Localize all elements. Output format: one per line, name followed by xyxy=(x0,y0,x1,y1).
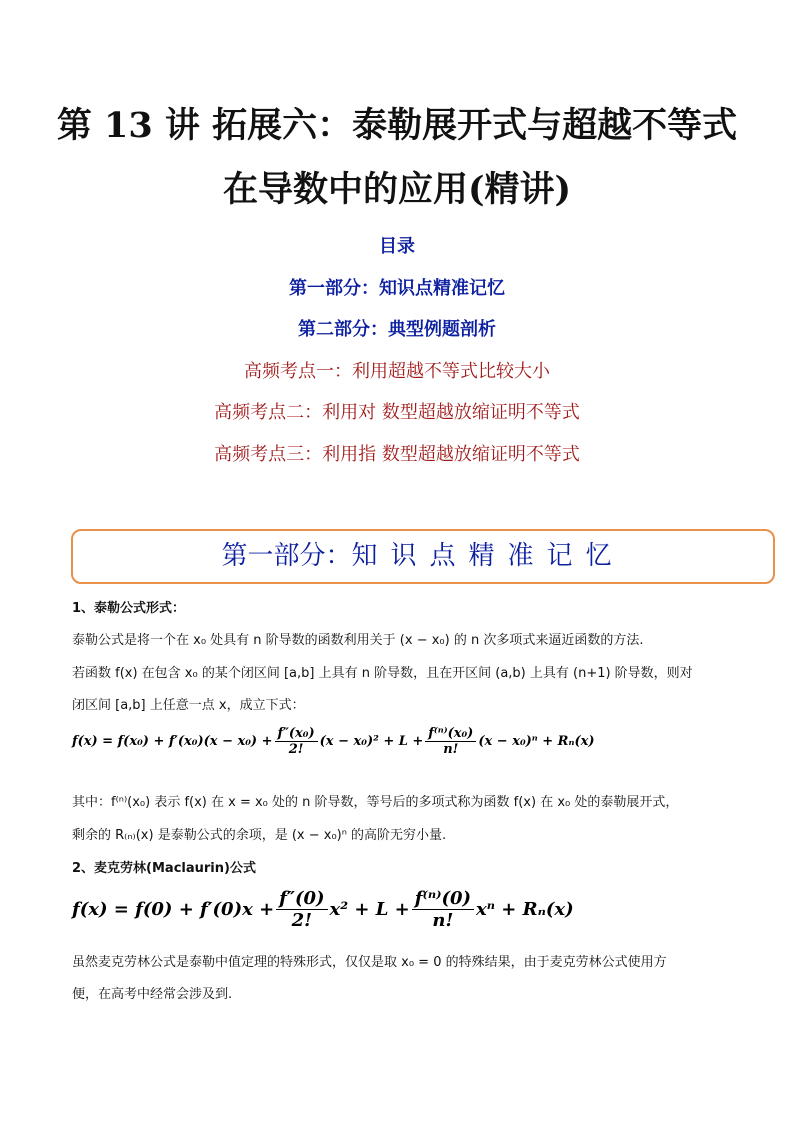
maclaurin-formula xyxy=(72,888,574,931)
taylor-formula-lhs: f(x) = f(x₀) + f′(x₀)(x − x₀) + xyxy=(72,734,273,749)
taylor-condition-line2: 闭区间 [a,b] 上任意一点 x，成立下式： xyxy=(72,698,305,713)
fraction-denominator: n! xyxy=(432,910,454,931)
section-prefix: 第一部分： xyxy=(221,541,352,571)
taylor-definition: 泰勒公式是将一个在 x₀ 处具有 n 阶导数的函数利用关于 (x − x₀) 的 n 次多项式来逼近函数的方法. xyxy=(72,633,644,648)
toc-part2: 第二部分：典型例题剖析 xyxy=(298,319,496,340)
toc-point1: 高频考点一：利用超越不等式比较大小 xyxy=(244,361,550,382)
taylor-fraction-nth xyxy=(425,726,476,757)
toc-point2: 高频考点二：利用对 数型超越放缩证明不等式 xyxy=(214,402,580,423)
page-title-line1: 第 13 讲 拓展六：泰勒展开式与超越不等式 xyxy=(56,105,738,146)
fraction-denominator: 2! xyxy=(288,742,304,757)
taylor-note-line2: 剩余的 R₍ₙ₎(x) 是泰勒公式的余项，是 (x − x₀)ⁿ 的高阶无穷小量. xyxy=(72,828,447,843)
taylor-formula-tail: (x − x₀)ⁿ + Rₙ(x) xyxy=(478,734,595,749)
fraction-numerator: f⁽ⁿ⁾(0) xyxy=(412,888,474,910)
fraction-numerator: f″(x₀) xyxy=(275,726,318,742)
taylor-fraction-2nd xyxy=(275,726,318,757)
fraction-numerator: f″(0) xyxy=(276,888,327,910)
taylor-condition-line1: 若函数 f(x) 在包含 x₀ 的某个闭区间 [a,b] 上具有 n 阶导数，且在开区间 (a,b) 上具有 (n+1) 阶导数，则对 xyxy=(72,666,693,681)
maclaurin-note-line1: 虽然麦克劳林公式是泰勒中值定理的特殊形式，仅仅是取 x₀ = 0 的特殊结果，由于麦克劳林公式使用方 xyxy=(72,955,667,970)
taylor-note-line1: 其中：f⁽ⁿ⁾(x₀) 表示 f(x) 在 x = x₀ 处的 n 阶导数，等号后的多项式称为函数 f(x) 在 x₀ 处的泰勒展开式， xyxy=(72,795,679,810)
page-title-line2: 在导数中的应用(精讲) xyxy=(222,169,572,210)
maclaurin-fraction-2nd xyxy=(276,888,327,931)
maclaurin-fraction-nth xyxy=(412,888,474,931)
fraction-numerator: f⁽ⁿ⁾(x₀) xyxy=(425,726,476,742)
maclaurin-formula-tail: xⁿ + Rₙ(x) xyxy=(476,899,574,920)
toc-point3: 高频考点三：利用指 数型超越放缩证明不等式 xyxy=(214,444,580,465)
section-banner xyxy=(71,529,775,584)
toc-part1: 第一部分：知识点精准记忆 xyxy=(289,278,505,299)
maclaurin-note-line2: 便，在高考中经常会涉及到. xyxy=(72,987,233,1002)
taylor-formula-mid: (x − x₀)² + L + xyxy=(319,734,424,749)
fraction-denominator: n! xyxy=(443,742,459,757)
maclaurin-formula-lhs: f(x) = f(0) + f′(0)x + xyxy=(72,899,275,920)
toc-heading: 目录 xyxy=(379,236,415,257)
taylor-formula xyxy=(72,726,595,757)
fraction-denominator: 2! xyxy=(291,910,313,931)
maclaurin-heading: 2、麦克劳林(Maclaurin)公式 xyxy=(72,861,256,876)
section-title: 知识点精准记忆 xyxy=(351,541,625,571)
taylor-heading: 1、泰勒公式形式： xyxy=(72,601,186,616)
maclaurin-formula-mid: x² + L + xyxy=(329,899,410,920)
